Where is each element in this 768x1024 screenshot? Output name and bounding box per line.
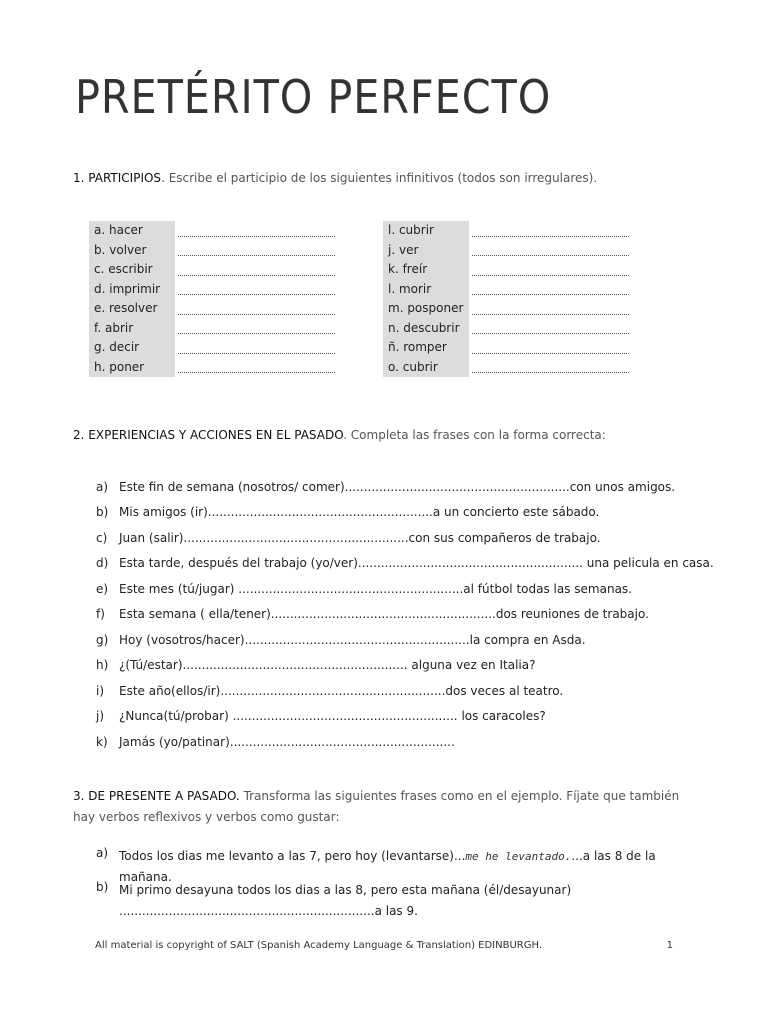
handwritten-answer: me he levantado. [465,850,572,863]
infinitive-label: d. imprimir [89,280,175,300]
answer-blank[interactable] [178,283,335,295]
item-letter: a) [96,479,109,494]
section-title: EXPERIENCIAS Y ACCIONES EN EL PASADO [88,428,344,442]
section-description: Transforma las siguientes frases como en el ejemplo. Fíjate que también hay verbos reflexivos y verbos como gustar: [73,789,680,824]
section-number: 2. [73,428,85,442]
infinitive-label: k. freír [383,260,469,280]
section-title: PARTICIPIOS [88,171,162,185]
answer-blank[interactable] [472,225,629,237]
answer-blank[interactable] [472,244,629,256]
participle-row [383,338,629,358]
participle-row [383,260,629,280]
answer-blank[interactable] [178,342,335,354]
participle-row [89,358,335,378]
section-2-heading [73,425,693,446]
item-text: Esta tarde, después del trabajo (yo/ver)........................................................... una pelicula en casa. [119,556,714,571]
item-letter: j) [96,709,105,724]
section-3-heading [73,786,693,828]
item-text: Este mes (tú/jugar) ...........................................................al fútbol todas las semanas. [119,581,632,596]
item-text: Jamás (yo/patinar)........................................................... [119,734,455,749]
answer-blank[interactable] [472,303,629,315]
infinitive-label: m. posponer [383,299,469,319]
participle-row [383,299,629,319]
participle-row [383,358,629,378]
item-text: ¿Nunca(tú/probar) ........................................................... los caracoles? [119,709,546,724]
infinitive-label: f. abrir [89,319,175,339]
participle-row [89,338,335,358]
item-letter: d) [96,556,109,571]
exercise-item [96,551,714,577]
infinitive-label: l. morir [383,280,469,300]
page-number: 1 [666,940,673,951]
item-text-after: ...a las 8 de la mañana. [119,849,656,884]
item-text-before: Todos los dias me levanto a las 7, pero hoy (levantarse)... [119,849,466,863]
infinitive-label: o. cubrir [383,358,469,378]
page-title: PRETÉRITO PERFECTO [75,70,552,124]
copyright-notice: All material is copyright of SALT (Spanish Academy Language & Translation) EDINBURGH. [95,940,543,951]
item-letter: f) [96,607,105,622]
exercise-item [96,704,714,730]
exercise-item [96,653,714,679]
participle-row [89,221,335,241]
infinitive-label: b. volver [89,241,175,261]
answer-blank[interactable] [178,361,335,373]
exercise-3-item-b [96,880,691,922]
participle-row [383,319,629,339]
item-letter: b) [96,505,109,520]
participle-row [89,260,335,280]
answer-blank[interactable] [472,361,629,373]
participle-row [89,241,335,261]
infinitive-label: h. poner [89,358,175,378]
item-letter: i) [96,683,105,698]
participle-row [89,280,335,300]
answer-blank[interactable] [178,303,335,315]
item-letter: e) [96,581,109,596]
infinitive-label: n. descubrir [383,319,469,339]
section-1-heading [73,168,693,189]
item-letter: h) [96,658,109,673]
infinitive-label: j. ver [383,241,469,261]
item-text: Hoy (vosotros/hacer)...........................................................la compra en Asda. [119,632,586,647]
answer-blank[interactable] [178,225,335,237]
item-text: Este fin de semana (nosotros/ comer)...........................................................con unos amigos. [119,479,676,494]
infinitive-label: g. decir [89,338,175,358]
item-text: Este año(ellos/ir)...........................................................dos veces al teatro. [119,683,564,698]
participle-row [89,299,335,319]
section-description: . Completa las frases con la forma correcta: [343,428,606,442]
exercise-item [96,500,714,526]
item-text: Juan (salir)...........................................................con sus compañeros de trabajo. [119,530,601,545]
page-footer [95,940,673,951]
exercise-item [96,525,714,551]
exercise-item [96,729,714,755]
answer-blank[interactable] [472,283,629,295]
answer-blank[interactable] [178,264,335,276]
answer-blank[interactable] [178,244,335,256]
answer-blank[interactable] [178,322,335,334]
infinitive-label: l. cubrir [383,221,469,241]
item-letter: c) [96,530,108,545]
section-title: DE PRESENTE A PASADO. [88,789,240,803]
exercise-item [96,678,714,704]
participle-row [383,221,629,241]
answer-blank[interactable] [472,322,629,334]
infinitive-label: e. resolver [89,299,175,319]
section-description: . Escribe el participio de los siguientes infinitivos (todos son irregulares). [161,171,598,185]
participle-row [383,280,629,300]
exercise-2-list [96,474,714,755]
infinitive-label: a. hacer [89,221,175,241]
exercise-item [96,602,714,628]
item-text: ¿(Tú/estar)........................................................... alguna vez en Italia? [119,658,536,673]
item-text: Mi primo desayuna todos los dias a las 8, pero esta mañana (él/desayunar) ...................................................................a las 9. [119,883,572,918]
item-text: Esta semana ( ella/tener)...........................................................dos reuniones de trabajo. [119,607,649,622]
answer-blank[interactable] [472,264,629,276]
participles-table-left [89,221,335,377]
item-letter: b) [96,880,109,894]
infinitive-label: ñ. romper [383,338,469,358]
section-number: 1. [73,171,85,185]
exercise-item [96,474,714,500]
exercise-item [96,627,714,653]
participle-row [383,241,629,261]
item-letter: k) [96,734,108,749]
participles-table-right [383,221,629,377]
item-letter: a) [96,846,109,860]
item-letter: g) [96,632,109,647]
section-number: 3. [73,789,85,803]
item-text: Mis amigos (ir)...........................................................a un concierto este sábado. [119,505,600,520]
infinitive-label: c. escribir [89,260,175,280]
answer-blank[interactable] [472,342,629,354]
participle-row [89,319,335,339]
exercise-item [96,576,714,602]
